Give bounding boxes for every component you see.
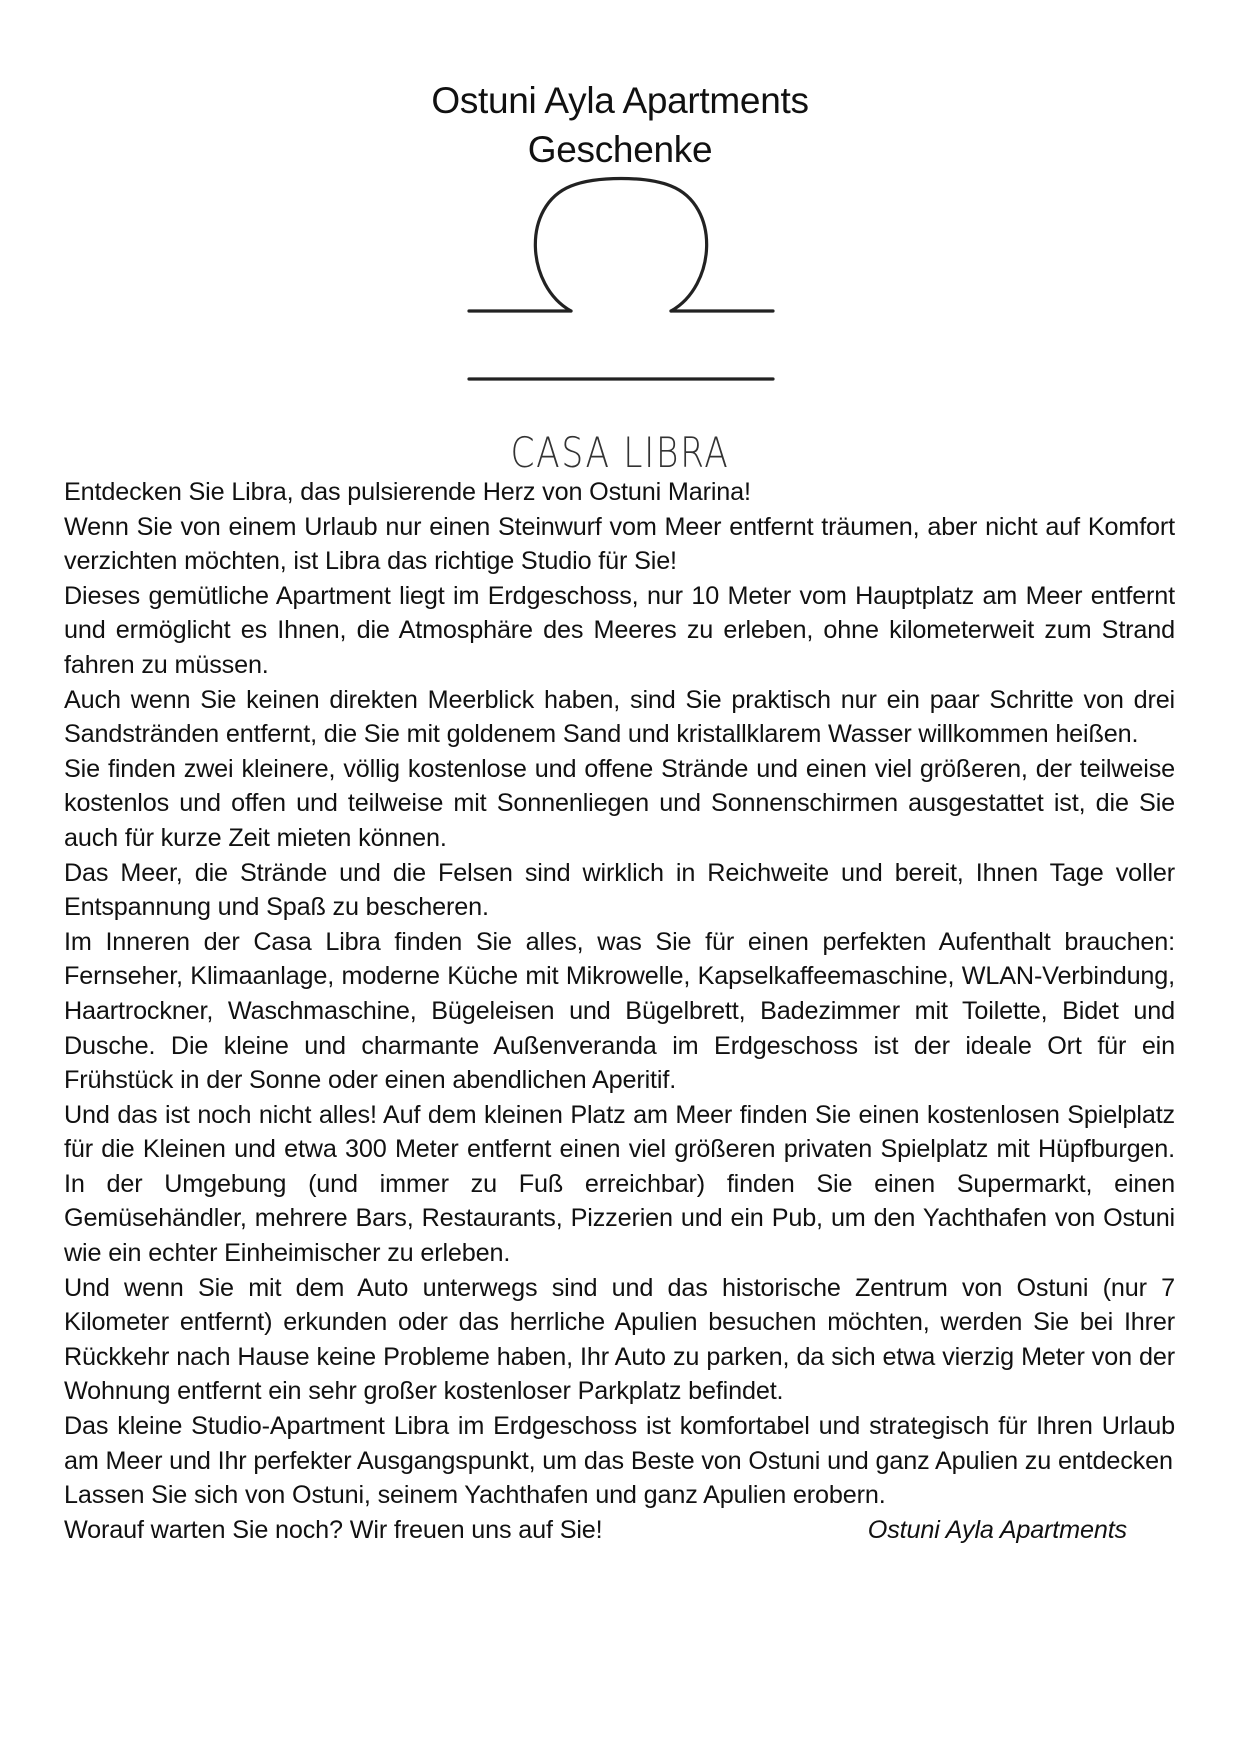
title-line-2: Geschenke xyxy=(527,129,713,170)
paragraph-1: Entdecken Sie Libra, das pulsierende Herz von Ostuni Marina! xyxy=(64,478,751,506)
paragraph-10: Das kleine Studio-Apartment Libra im Erdgeschoss ist komfortabel und strategisch für Ihren Urlaub am Meer und Ihr perfekter Ausgangspunkt, um das Beste von Ostuni und ganz Apulien zu entdecken xyxy=(64,1412,1175,1475)
body-text xyxy=(64,475,1175,1547)
paragraph-9: Und wenn Sie mit dem Auto unterwegs sind und das historische Zentrum von Ostuni (nur 7 Kilometer entfernt) erkunden oder das herrliche Apulien besuchen möchten, werden Sie bei Ihrer Rückkehr nach Hause keine Probleme haben, Ihr Auto zu parken, da sich etwa vierzig Meter von der Wohnung entfernt ein sehr großer kostenloser Parkplatz befindet. xyxy=(64,1273,1175,1406)
paragraph-5: Sie finden zwei kleinere, völlig kostenlose und offene Strände und einen viel größeren, der teilweise kostenlos und offen und teilweise mit Sonnenliegen und Sonnenschirmen ausgestattet ist, die Sie auch für kurze Zeit mieten können. xyxy=(64,754,1175,852)
signature: Ostuni Ayla Apartments xyxy=(867,1515,1127,1544)
paragraph-8: Und das ist noch nicht alles! Auf dem kleinen Platz am Meer finden Sie einen kostenlosen Spielplatz für die Kleinen und etwa 300 Meter entfernt einen viel größeren privaten Spielplatz mit Hüpfburgen. In der Umgebung (und immer zu Fuß erreichbar) finden Sie einen Supermarkt, einen Gemüsehändler, mehrere Bars, Restaurants, Pizzerien und ein Pub, um den Yachthafen von Ostuni wie ein echter Einheimischer zu erleben. xyxy=(64,1100,1175,1268)
paragraph-3: Dieses gemütliche Apartment liegt im Erdgeschoss, nur 10 Meter vom Hauptplatz am Meer entfernt und ermöglicht es Ihnen, die Atmosphäre des Meeres zu erleben, ohne kilometerweit zum Strand fahren zu müssen. xyxy=(64,581,1175,679)
paragraph-11: Lassen Sie sich von Ostuni, seinem Yachthafen und ganz Apulien erobern. xyxy=(64,1481,886,1510)
paragraph-7: Im Inneren der Casa Libra finden Sie alles, was Sie für einen perfekten Aufenthalt brauchen: Fernseher, Klimaanlage, moderne Küche mit Mikrowelle, Kapselkaffeemaschine, WLAN-Verbindung, Haartrockner, Waschmaschine, Bügeleisen und Bügelbrett, Badezimmer mit Toilette, Bidet und Dusche. Die kleine und charmante Außenveranda im Erdgeschoss ist der ideale Ort für ein Frühstück in der Sonne oder einen abendlichen Aperitif. xyxy=(64,927,1175,1095)
libra-symbol-icon xyxy=(466,176,776,386)
paragraph-2: Wenn Sie von einem Urlaub nur einen Steinwurf vom Meer entfernt träumen, aber nicht auf Komfort verzichten möchten, ist Libra das richtige Studio für Sie! xyxy=(64,512,1175,576)
closing-text: Worauf warten Sie noch? Wir freuen uns auf Sie! xyxy=(64,1515,603,1544)
title-line-1: Ostuni Ayla Apartments xyxy=(431,80,809,121)
closing-line xyxy=(64,1513,1175,1548)
paragraph-4: Auch wenn Sie keinen direkten Meerblick haben, sind Sie praktisch nur ein paar Schritte von drei Sandstränden entfernt, die Sie mit goldenem Sand und kristallklarem Wasser willkommen heißen. xyxy=(64,685,1175,749)
brand-name: CASA LIBRA xyxy=(510,428,730,477)
page-title xyxy=(0,76,1240,174)
paragraph-6: Das Meer, die Strände und die Felsen sind wirklich in Reichweite und bereit, Ihnen Tage voller Entspannung und Spaß zu bescheren. xyxy=(64,858,1175,922)
